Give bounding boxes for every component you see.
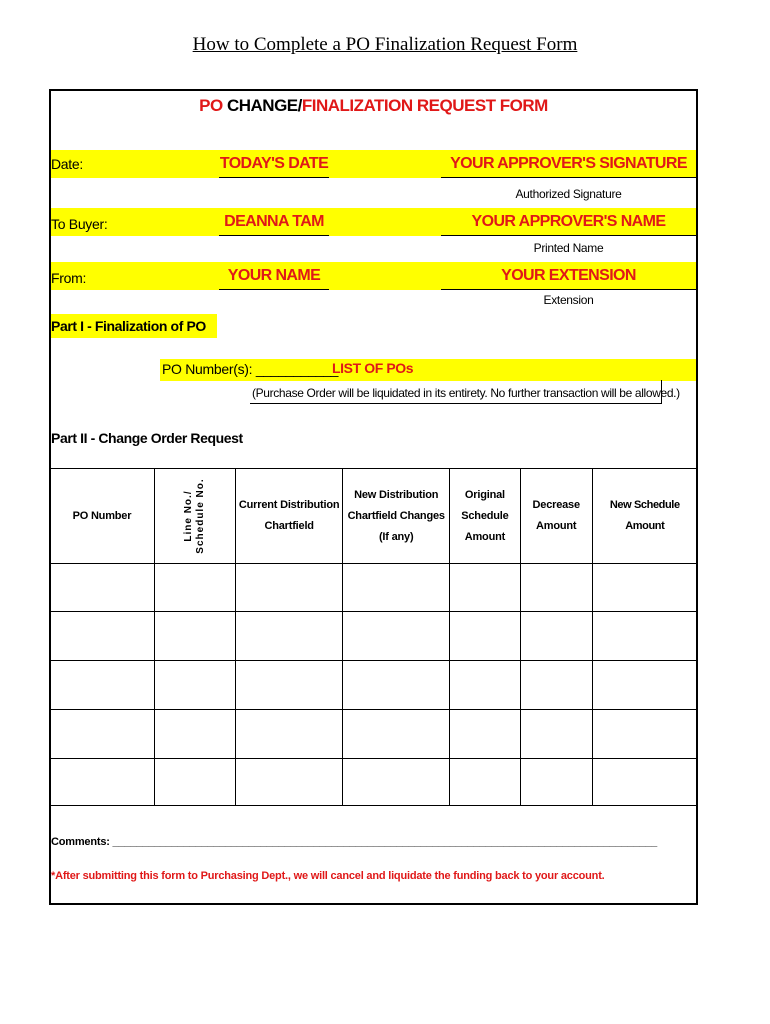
from-label: From: — [51, 270, 87, 286]
buyer-field[interactable]: DEANNA TAM — [219, 208, 329, 236]
po-note: (Purchase Order will be liquidated in its entirety. No further transaction will be allowed.) — [252, 386, 680, 400]
col-line-schedule — [154, 469, 235, 564]
printed-name-caption: Printed Name — [533, 241, 604, 255]
extension-caption: Extension — [543, 293, 594, 307]
col-new-schedule: New Schedule Amount — [592, 469, 697, 564]
part2-heading: Part II - Change Order Request — [51, 430, 243, 446]
document-title: How to Complete a PO Finalization Request Form — [192, 34, 578, 55]
table-row — [50, 612, 698, 661]
table-row — [50, 759, 698, 806]
form-header-finalization: FINALIZATION REQUEST FORM — [301, 96, 548, 115]
extension-field[interactable]: YOUR EXTENSION — [441, 262, 696, 290]
col-original-schedule: Original Schedule Amount — [449, 469, 520, 564]
date-field[interactable]: TODAY'S DATE — [219, 150, 329, 178]
form-header-po: PO — [199, 96, 227, 115]
authorized-signature-caption: Authorized Signature — [515, 187, 622, 201]
approver-name-field[interactable]: YOUR APPROVER'S NAME — [441, 208, 696, 236]
col-new-distribution: New Distribution Chartfield Changes (If any) — [343, 469, 450, 564]
col-po-number: PO Number — [50, 469, 155, 564]
po-numbers-field[interactable]: LIST OF POs — [332, 360, 414, 376]
footer-note: *After submitting this form to Purchasing Dept., we will cancel and liquidate the funding back to your account. — [51, 870, 605, 882]
form-header — [49, 96, 698, 116]
comments-line[interactable]: Comments: ____________________________________________________________________________________________ — [51, 836, 657, 848]
table-header-row — [50, 469, 698, 564]
table-row — [50, 564, 698, 612]
form-header-change: CHANGE/ — [226, 96, 302, 115]
change-order-table — [49, 468, 698, 806]
approver-signature-field[interactable]: YOUR APPROVER'S SIGNATURE — [441, 150, 696, 178]
table-row — [50, 710, 698, 759]
buyer-label: To Buyer: — [51, 216, 108, 232]
from-field[interactable]: YOUR NAME — [219, 262, 329, 290]
po-numbers-label: PO Number(s): ___________ — [162, 361, 339, 377]
col-decrease-amount: Decrease Amount — [520, 469, 592, 564]
part1-heading: Part I - Finalization of PO — [51, 314, 217, 338]
col-current-distribution: Current Distribution Chartfield — [235, 469, 342, 564]
date-label: Date: — [51, 156, 83, 172]
col-line-schedule-label: Line No./ Schedule No. — [182, 477, 206, 554]
table-row — [50, 661, 698, 710]
